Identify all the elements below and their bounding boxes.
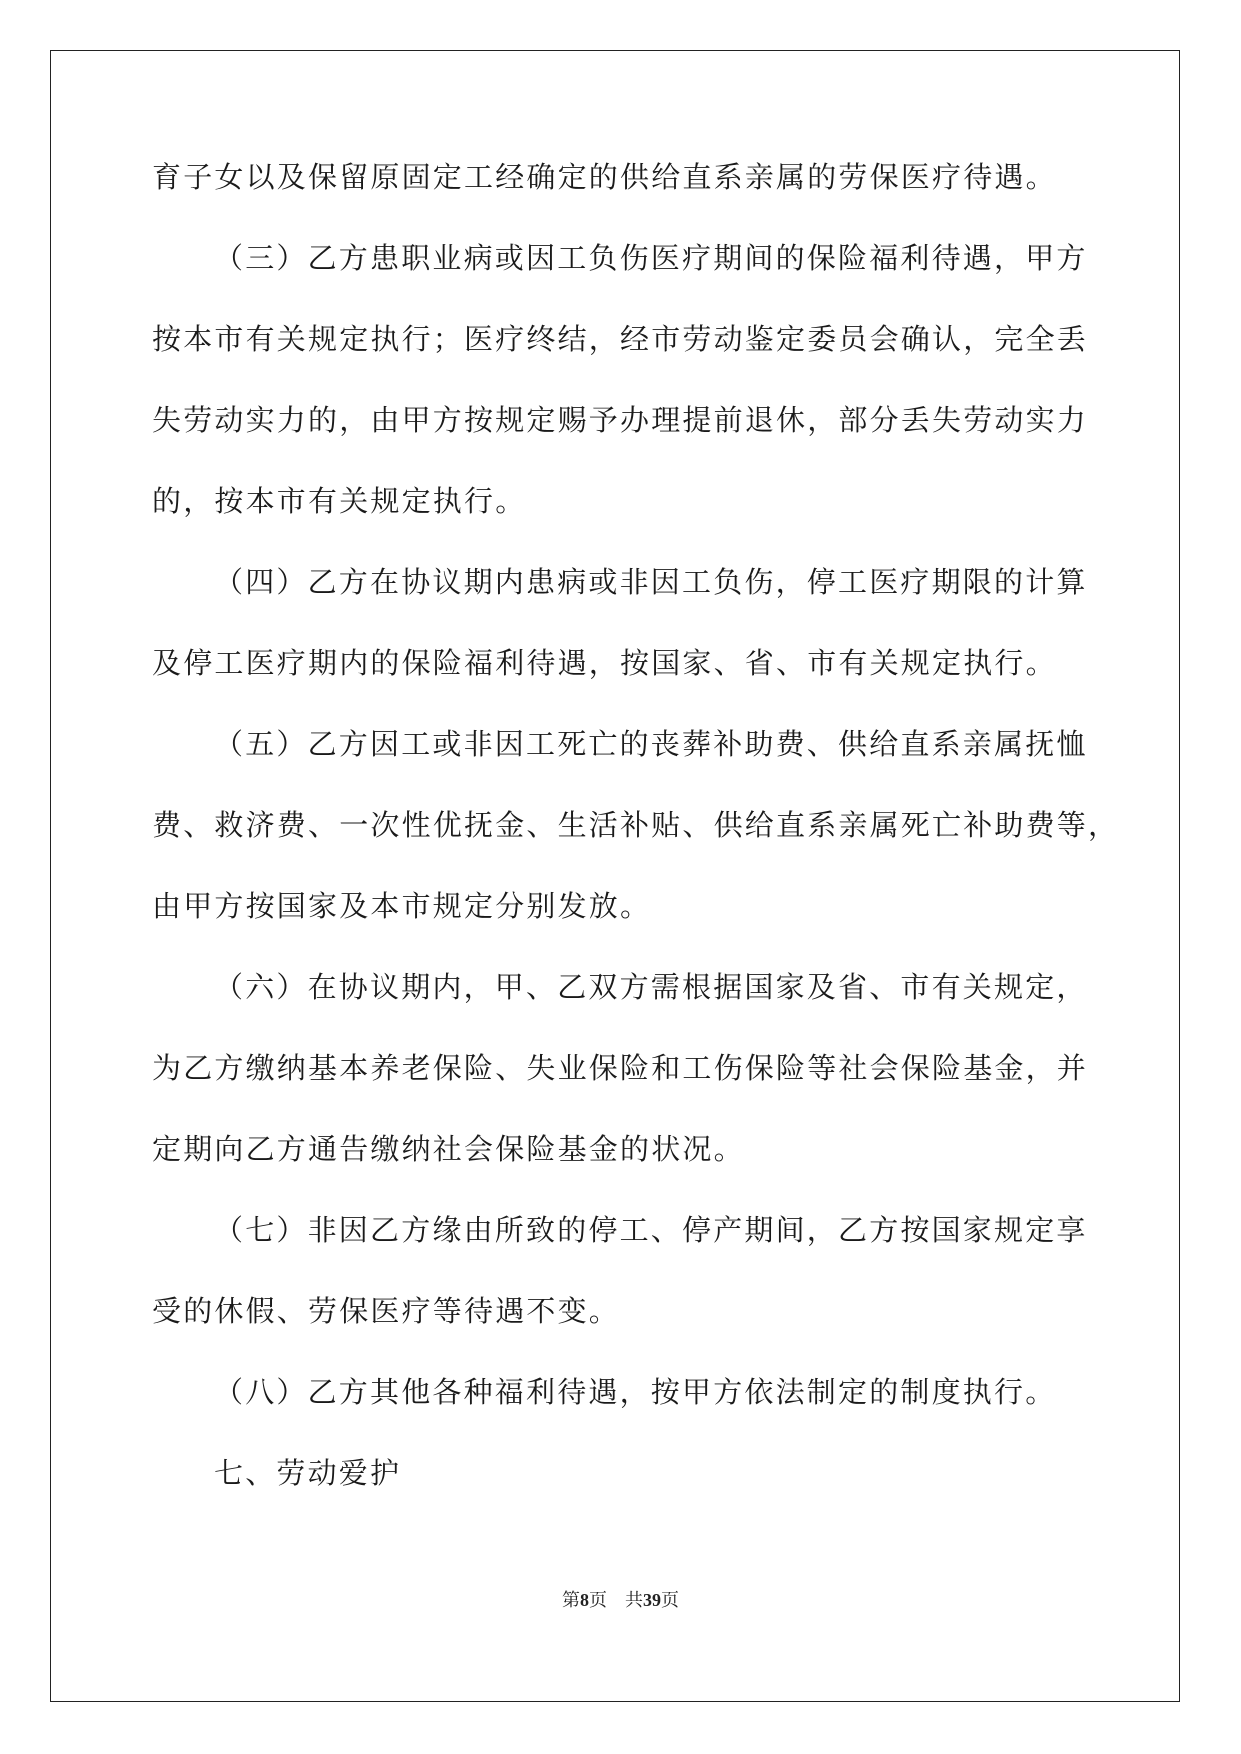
page-prefix: 第 <box>562 1590 580 1610</box>
text-line: （六）在协议期内，甲、乙双方需根据国家及省、市有关规定， <box>214 970 1088 1004</box>
text-line: 及停工医疗期内的保险福利待遇，按国家、省、市有关规定执行。 <box>152 646 1057 680</box>
text-line: 失劳动实力的，由甲方按规定赐予办理提前退休，部分丢失劳动实力 <box>152 403 1089 437</box>
text-line: 受的休假、劳保医疗等待遇不变。 <box>152 1294 621 1328</box>
text-line: 的，按本市有关规定执行。 <box>152 484 527 518</box>
page-mid: 页 共 <box>589 1590 643 1610</box>
text-line: 七、劳动爱护 <box>214 1456 402 1490</box>
text-line: （八）乙方其他各种福利待遇，按甲方依法制定的制度执行。 <box>214 1375 1057 1409</box>
text-line: 定期向乙方通告缴纳社会保险基金的状况。 <box>152 1132 745 1166</box>
text-line: （七）非因乙方缘由所致的停工、停产期间，乙方按国家规定享 <box>214 1213 1088 1247</box>
text-line: （五）乙方因工或非因工死亡的丧葬补助费、供给直系亲属抚恤 <box>214 727 1088 761</box>
page-suffix: 页 <box>661 1590 679 1610</box>
page-footer <box>0 1586 1241 1612</box>
page-current: 8 <box>580 1590 589 1610</box>
text-line: 为乙方缴纳基本养老保险、失业保险和工伤保险等社会保险基金，并 <box>152 1051 1089 1085</box>
text-line: （四）乙方在协议期内患病或非因工负伤，停工医疗期限的计算 <box>214 565 1088 599</box>
text-line: （三）乙方患职业病或因工负伤医疗期间的保险福利待遇，甲方 <box>214 241 1088 275</box>
text-line: 由甲方按国家及本市规定分别发放。 <box>152 889 652 923</box>
page-total: 39 <box>643 1590 661 1610</box>
text-line: 按本市有关规定执行；医疗终结，经市劳动鉴定委员会确认，完全丢 <box>152 322 1089 356</box>
text-line: 费、救济费、一次性优抚金、生活补贴、供给直系亲属死亡补助费等， <box>152 808 1120 842</box>
document-body <box>152 155 1120 1532</box>
text-line: 育子女以及保留原固定工经确定的供给直系亲属的劳保医疗待遇。 <box>152 160 1057 194</box>
